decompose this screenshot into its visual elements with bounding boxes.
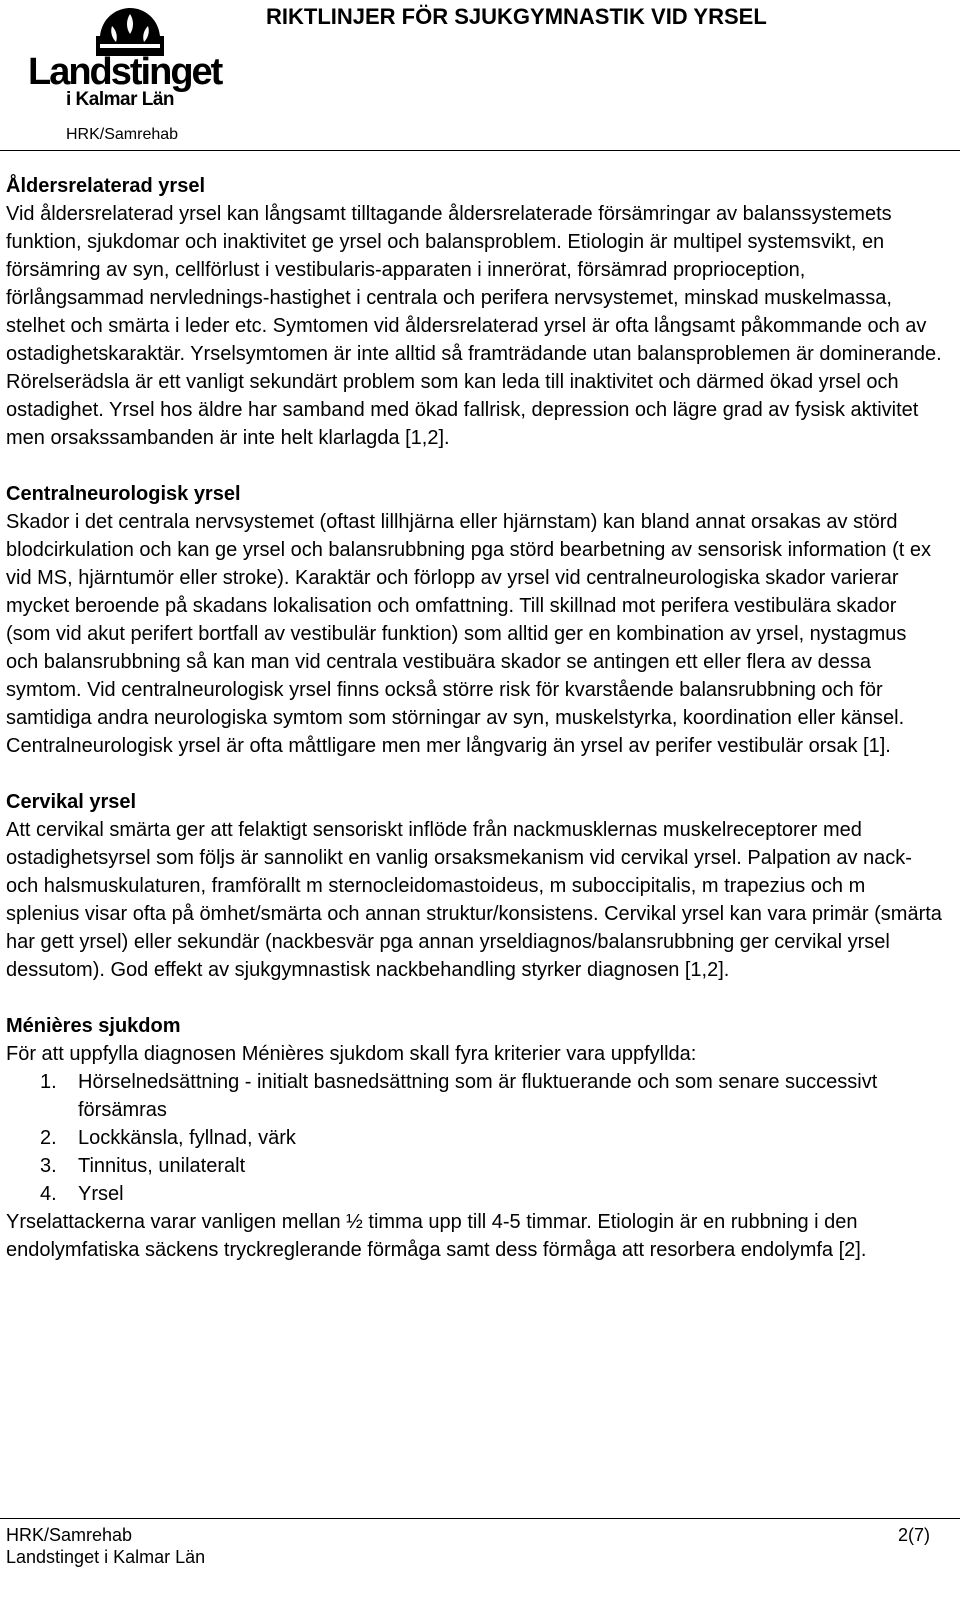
logo-wordmark: Landstinget [28, 51, 222, 93]
footer-org: HRK/Samrehab [6, 1525, 133, 1545]
criteria-list [6, 1068, 942, 1208]
list-item [6, 1152, 942, 1180]
landstinget-logo [28, 6, 228, 110]
section-aldersrelaterad [6, 172, 942, 452]
logo-subtitle: i Kalmar Län [66, 89, 175, 110]
list-text: Lockkänsla, fyllnad, värk [78, 1127, 296, 1149]
list-item [6, 1124, 942, 1152]
section-paragraph: Vid åldersrelaterad yrsel kan långsamt tilltagande åldersrelaterade försämringar av balanssystemets funktion, sjukdomar och inaktivitet ge yrsel och balansproblem. Etiologin är multipel systemsvikt, en försämring av syn, cellförlust i vestibularis-apparaten i innerörat, försämrad proprioception, förlångsammad nervlednings-hastighet i centrala och perifera nervsystemet, minskad muskelmassa, stelhet och smärta i leder etc. Symtomen vid åldersrelaterad yrsel är ofta långsamt påkommande och av ostadighetskaraktär. Yrselsymtomen är inte alltid så framträdande utan balansproblemen är dominerande. Rörelserädsla är ett vanligt sekundärt problem som kan leda till inaktivitet och därmed ökad yrsel och ostadighet. Yrsel hos äldre har samband med ökad fallrisk, depression och lägre grad av fysisk aktivitet men orsakssambanden är inte helt klarlagda [1,2]. [6, 203, 942, 449]
section-paragraph: Att cervikal smärta ger att felaktigt sensoriskt inflöde från nackmusklernas muskelreceptorer med ostadighetsyrsel som följs är sannolikt en vanlig orsaksmekanism vid cervikal yrsel. Palpation av nack- och halsmuskulaturen, framförallt m sternocleidomastoideus, m suboccipitalis, m trapezius och m splenius visar ofta på ömhet/smärta och annan struktur/konsistens. Cervikal yrsel kan vara primär (smärta har gett yrsel) eller sekundär (nackbesvär pga annan yrseldiagnos/balansrubbning ger cervikal yrsel dessutom). God effekt av sjukgymnastisk nackbehandling styrker diagnosen [1,2]. [6, 819, 942, 981]
section-paragraph: Skador i det centrala nervsystemet (oftast lillhjärna eller hjärnstam) kan bland annat orsakas av störd blodcirkulation och kan ge yrsel och balansrubbning pga störd bearbetning av sensorisk information (t ex vid MS, hjärntumör eller stroke). Karaktär och förlopp av yrsel vid centralneurologiska skador varierar mycket beroende på skadans lokalisation och omfattning. Till skillnad mot perifera vestibulära skador (som vid akut perifert bortfall av vestibulär funktion) som alltid ger en kombination av yrsel, nystagmus och balansrubbning så kan man vid centrala vestibuära skador se antingen ett eller flera av dessa symtom. Vid centralneurologisk yrsel finns också större risk för kvarstående balansrubbning och för samtidiga andra neurologiska symtom som störningar av syn, muskelstyrka, koordination eller känsel. Centralneurologisk yrsel är ofta måttligare men mer långvarig än yrsel av perifer vestibulär orsak [1]. [6, 511, 931, 757]
header-org: HRK/Samrehab [66, 126, 179, 143]
section-heading: Åldersrelaterad yrsel [6, 175, 206, 197]
header-divider [0, 150, 960, 151]
list-number: 2. [40, 1127, 57, 1149]
list-number: 3. [40, 1155, 57, 1177]
footer-county: Landstinget i Kalmar Län [6, 1547, 206, 1567]
list-item [6, 1068, 942, 1124]
list-text: Yrsel [78, 1183, 124, 1205]
section-centralneurologisk [6, 480, 942, 760]
footer-divider [0, 1518, 960, 1519]
section-cervikal [6, 788, 942, 984]
list-item [6, 1180, 942, 1208]
section-meniere [6, 1012, 942, 1264]
section-heading: Centralneurologisk yrsel [6, 483, 241, 505]
list-text: Tinnitus, unilateralt [78, 1155, 246, 1177]
list-number: 4. [40, 1183, 57, 1205]
document-body [6, 172, 942, 1264]
list-number: 1. [40, 1071, 57, 1093]
list-text: Hörselnedsättning - initialt basnedsättning som är fluktuerande och som senare successivt försämras [78, 1071, 878, 1121]
section-heading: Cervikal yrsel [6, 791, 137, 813]
section-heading: Ménières sjukdom [6, 1015, 181, 1037]
page-number: 2(7) [897, 1525, 930, 1545]
meniere-outro: Yrselattackerna varar vanligen mellan ½ timma upp till 4-5 timmar. Etiologin är en rubbning i den endolymfatiska säckens tryckreglerande förmåga samt dess förmåga att resorbera endolymfa [2]. [6, 1211, 867, 1261]
meniere-intro: För att uppfylla diagnosen Ménières sjukdom skall fyra kriterier vara uppfyllda: [6, 1043, 697, 1065]
document-title: RIKTLINJER FÖR SJUKGYMNASTIK VID YRSEL [266, 4, 767, 29]
